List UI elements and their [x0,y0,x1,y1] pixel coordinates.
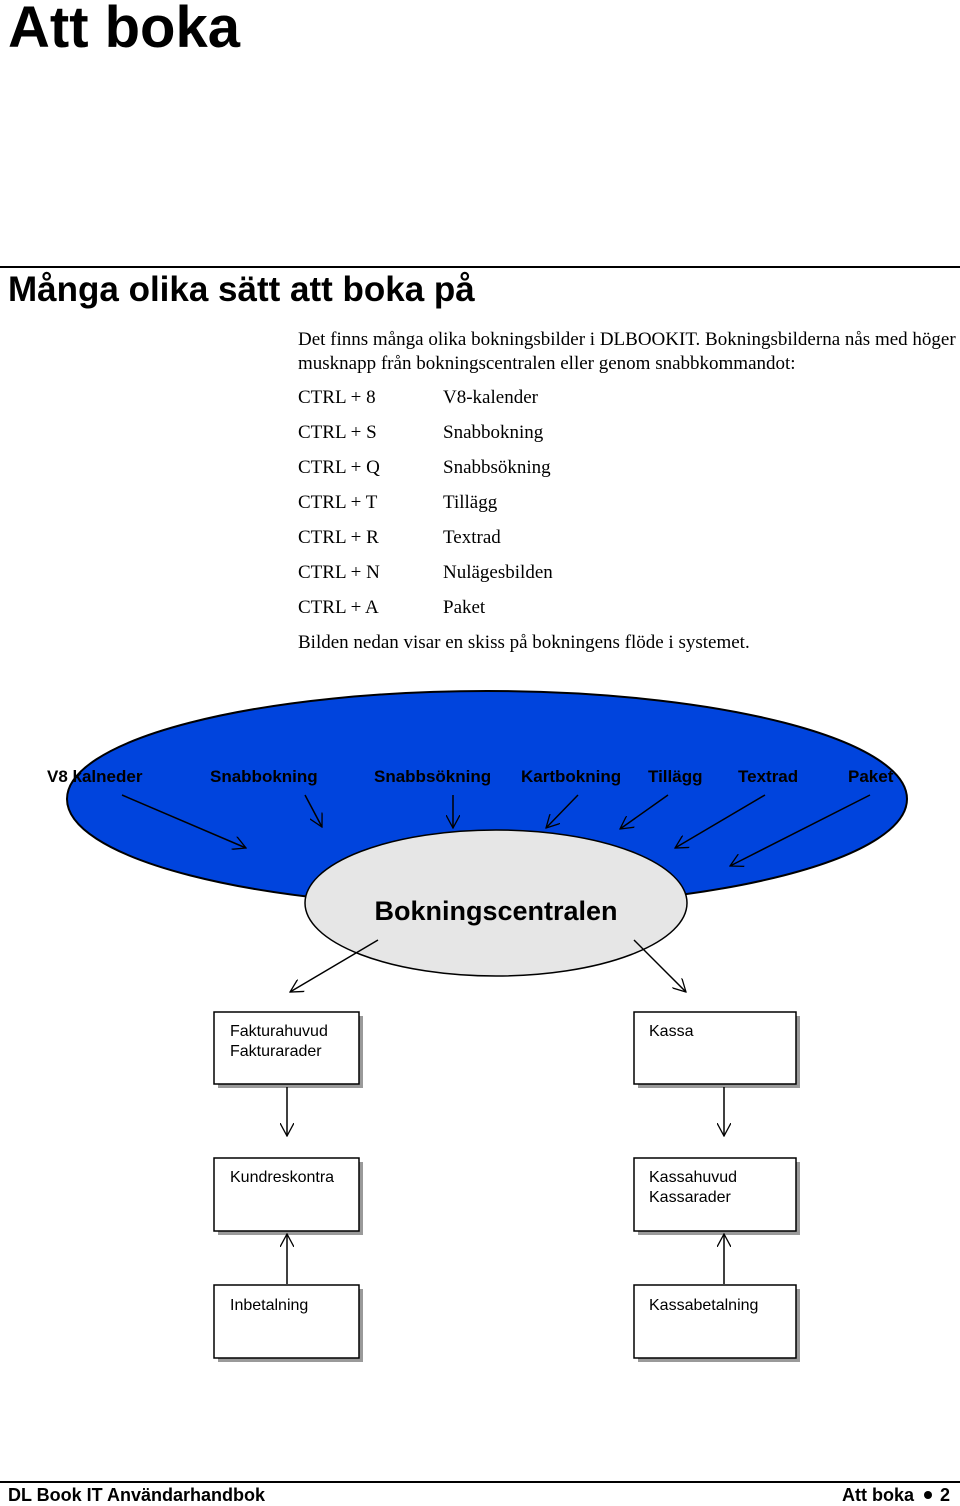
page-title: Att boka [8,0,240,60]
shortcut-key: CTRL + R [298,527,379,548]
flow-arrow [634,940,686,992]
flow-arrow [290,940,378,992]
shortcut-key: CTRL + T [298,492,378,513]
shortcut-row [298,561,698,585]
shortcut-function: Textrad [443,527,501,548]
shortcut-row [298,491,698,515]
source-label: Textrad [738,767,799,786]
kassabetalning-box-line: Kassabetalning [649,1297,759,1314]
outro-paragraph: Bilden nedan visar en skiss på bokningens flöde i systemet. [298,632,750,653]
footer-section-name: Att boka [841,1485,914,1505]
footer-rule [0,1481,960,1483]
inbetalning-box-line: Inbetalning [230,1297,309,1314]
source-label: Snabbokning [210,767,318,786]
footer-document-title: DL Book IT Användarhandbok [8,1485,266,1505]
shortcut-row [298,596,698,620]
bullet-icon [924,1491,932,1499]
shortcut-key: CTRL + N [298,562,380,583]
kassabetalning-box [634,1285,796,1358]
faktura-box-line: Fakturarader [230,1043,322,1060]
shortcut-function: Snabbsökning [443,457,551,478]
kassahuvud-box-line: Kassahuvud [649,1169,738,1186]
source-label: V8 kalneder [47,767,143,786]
booking-center-label: Bokningscentralen [374,896,618,926]
shortcut-row [298,456,698,480]
source-label: Snabbsökning [374,767,492,786]
inbetalning-box [214,1285,359,1358]
shortcut-key: CTRL + 8 [298,387,376,408]
kassa-box-line: Kassa [649,1023,694,1040]
footer-section [842,1485,950,1506]
kassahuvud-box-line: Kassarader [649,1189,731,1206]
source-label: Tillägg [648,767,703,786]
section-heading: Många olika sätt att boka på [8,270,475,309]
shortcut-row [298,526,698,550]
shortcut-function: Snabbokning [443,422,544,443]
intro-paragraph: Det finns många olika bokningsbilder i DLBOOKIT. Bokningsbilderna nås med höger musknapp från bokningscentralen eller genom snabbkommandot: [298,329,956,374]
source-label: Paket [848,767,894,786]
shortcut-function: Tillägg [443,492,498,513]
booking-flow-diagram [0,690,960,1380]
shortcut-function: Paket [443,597,486,618]
faktura-box-line: Fakturahuvud [230,1023,328,1040]
shortcut-function: V8-kalender [443,387,538,408]
shortcut-row [298,386,698,410]
source-label: Kartbokning [521,767,622,786]
shortcut-row [298,421,698,445]
shortcut-key: CTRL + S [298,422,377,443]
shortcut-key: CTRL + A [298,597,379,618]
shortcut-key: CTRL + Q [298,457,380,478]
shortcut-function: Nulägesbilden [443,562,553,583]
kundreskontra-box-line: Kundreskontra [230,1169,335,1186]
title-rule [0,266,960,268]
footer-page-number: 2 [939,1485,950,1505]
